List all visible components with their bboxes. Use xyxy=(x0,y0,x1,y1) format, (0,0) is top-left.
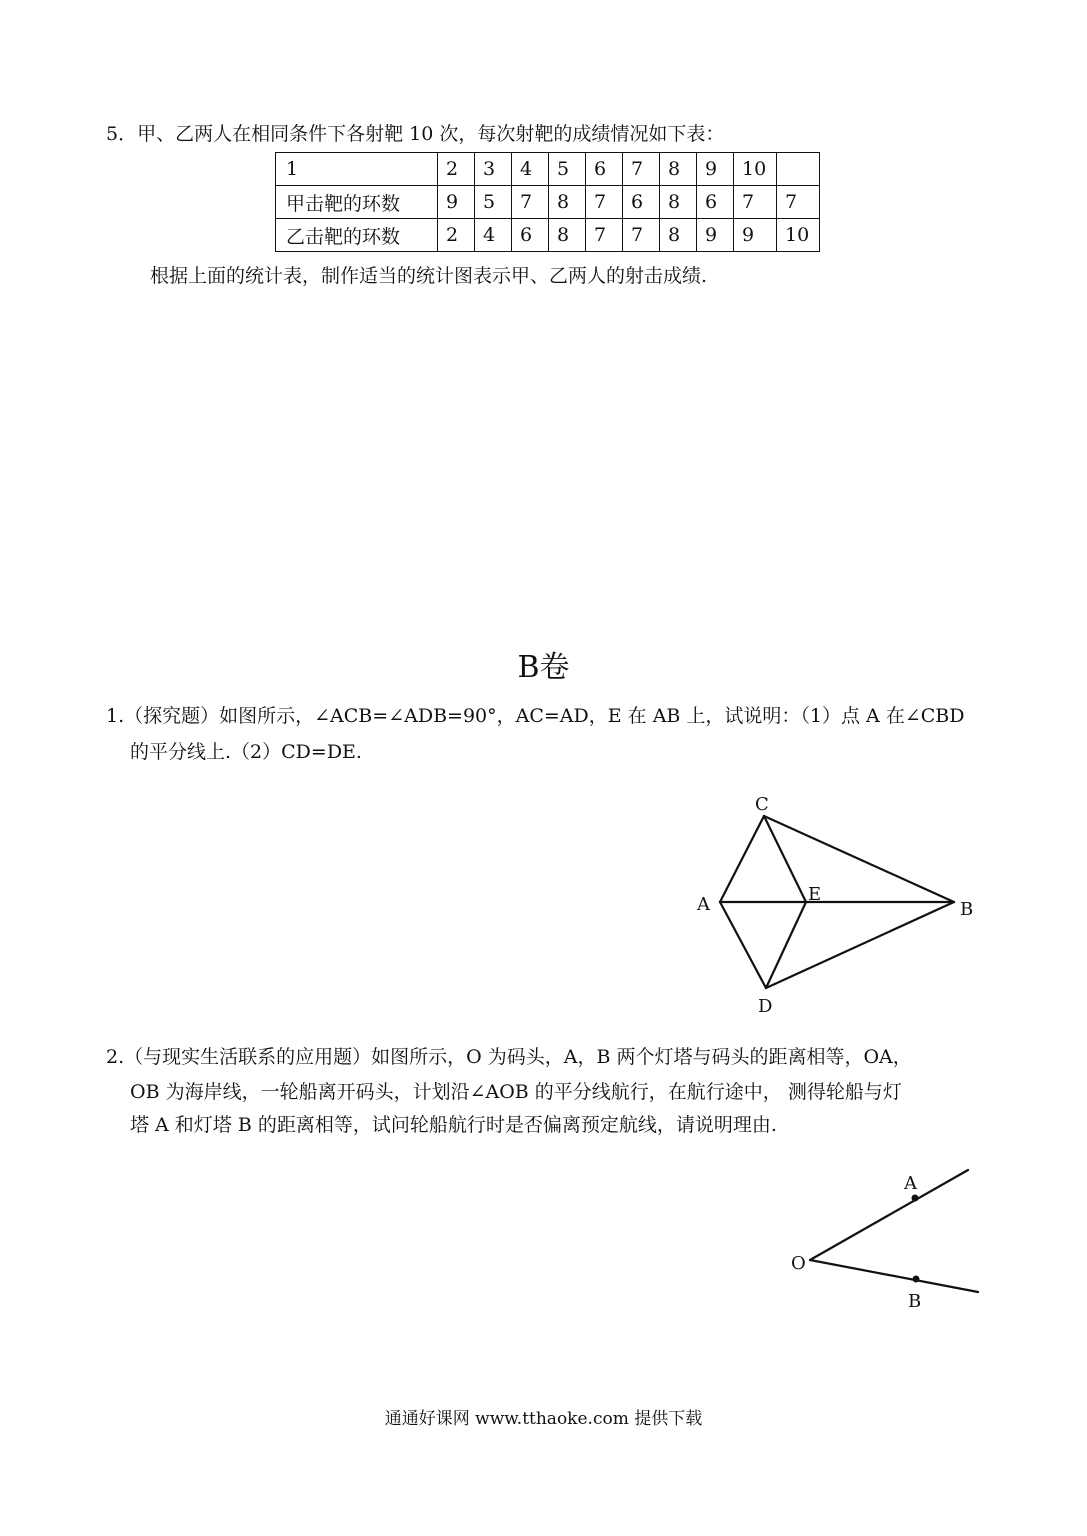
table-cell: 9 xyxy=(697,153,734,186)
footer: 通通好课网 www.tthaoke.com 提供下载 xyxy=(384,1409,703,1429)
table-cell: 7 xyxy=(512,186,549,219)
point-b xyxy=(913,1276,920,1283)
table-cell: 7 xyxy=(623,219,660,252)
point-a xyxy=(912,1195,919,1202)
row-label: 乙击靶的环数 xyxy=(276,219,438,252)
segment-cb xyxy=(764,816,954,902)
table-cell: 6 xyxy=(586,153,623,186)
table-cell: 8 xyxy=(660,153,697,186)
table-cell: 3 xyxy=(475,153,512,186)
table-cell: 1 xyxy=(276,153,438,186)
segment-de xyxy=(766,902,806,988)
table-cell: 7 xyxy=(586,186,623,219)
table-cell: 2 xyxy=(438,219,475,252)
segment-ac xyxy=(720,816,764,902)
table-cell: 7 xyxy=(777,186,820,219)
table-cell: 10 xyxy=(734,153,777,186)
b2-text-line-1: 2.（与现实生活联系的应用题）如图所示，O 为码头，A，B 两个灯塔与码头的距离相等，OA， xyxy=(106,1046,912,1068)
table-cell: 5 xyxy=(475,186,512,219)
table-cell: 7 xyxy=(623,153,660,186)
table-cell: 6 xyxy=(512,219,549,252)
section-title: B卷 xyxy=(517,650,570,685)
label-d: D xyxy=(758,996,773,1017)
label-a: A xyxy=(697,894,710,915)
b2-text-line-2: OB 为海岸线，一轮船离开码头，计划沿∠AOB 的平分线航行，在航行途中， 测得轮船与灯 xyxy=(130,1081,902,1103)
table-cell: 9 xyxy=(697,219,734,252)
ray-oa xyxy=(810,1170,968,1260)
table-cell: 8 xyxy=(660,219,697,252)
label-o: O xyxy=(791,1253,806,1274)
b1-text-line-1: 1.（探究题）如图所示，∠ACB=∠ADB=90°，AC=AD，E 在 AB 上，试说明：（1）点 A 在∠CBD xyxy=(106,705,965,727)
table-cell: 7 xyxy=(734,186,777,219)
table-cell: 8 xyxy=(549,186,586,219)
table-cell: 6 xyxy=(697,186,734,219)
table-cell: 10 xyxy=(777,219,820,252)
question-5-prompt: 5．甲、乙两人在相同条件下各射靶 10 次，每次射靶的成绩情况如下表： xyxy=(106,123,725,145)
segment-ce xyxy=(764,816,806,902)
segment-db xyxy=(766,902,954,988)
label-a2: A xyxy=(904,1173,917,1194)
table-cell: 9 xyxy=(734,219,777,252)
table-cell: 9 xyxy=(438,186,475,219)
label-b2: B xyxy=(908,1291,922,1312)
segment-ad xyxy=(720,902,766,988)
table-cell: 8 xyxy=(549,219,586,252)
question-5-instruction: 根据上面的统计表，制作适当的统计图表示甲、乙两人的射击成绩. xyxy=(150,265,708,287)
b1-text-line-2: 的平分线上.（2）CD=DE. xyxy=(130,741,362,763)
table-cell: 2 xyxy=(438,153,475,186)
table-cell: 5 xyxy=(549,153,586,186)
label-c: C xyxy=(755,794,769,815)
table-cell: 4 xyxy=(512,153,549,186)
table-cell: 8 xyxy=(660,186,697,219)
b2-text-line-3: 塔 A 和灯塔 B 的距离相等，试问轮船航行时是否偏离预定航线，请说明理由. xyxy=(130,1114,777,1136)
row-label: 甲击靶的环数 xyxy=(276,186,438,219)
label-e: E xyxy=(808,884,822,905)
table-cell: 4 xyxy=(475,219,512,252)
ray-ob xyxy=(810,1260,978,1292)
table-cell: 7 xyxy=(586,219,623,252)
label-b: B xyxy=(960,899,974,920)
table-cell: 6 xyxy=(623,186,660,219)
